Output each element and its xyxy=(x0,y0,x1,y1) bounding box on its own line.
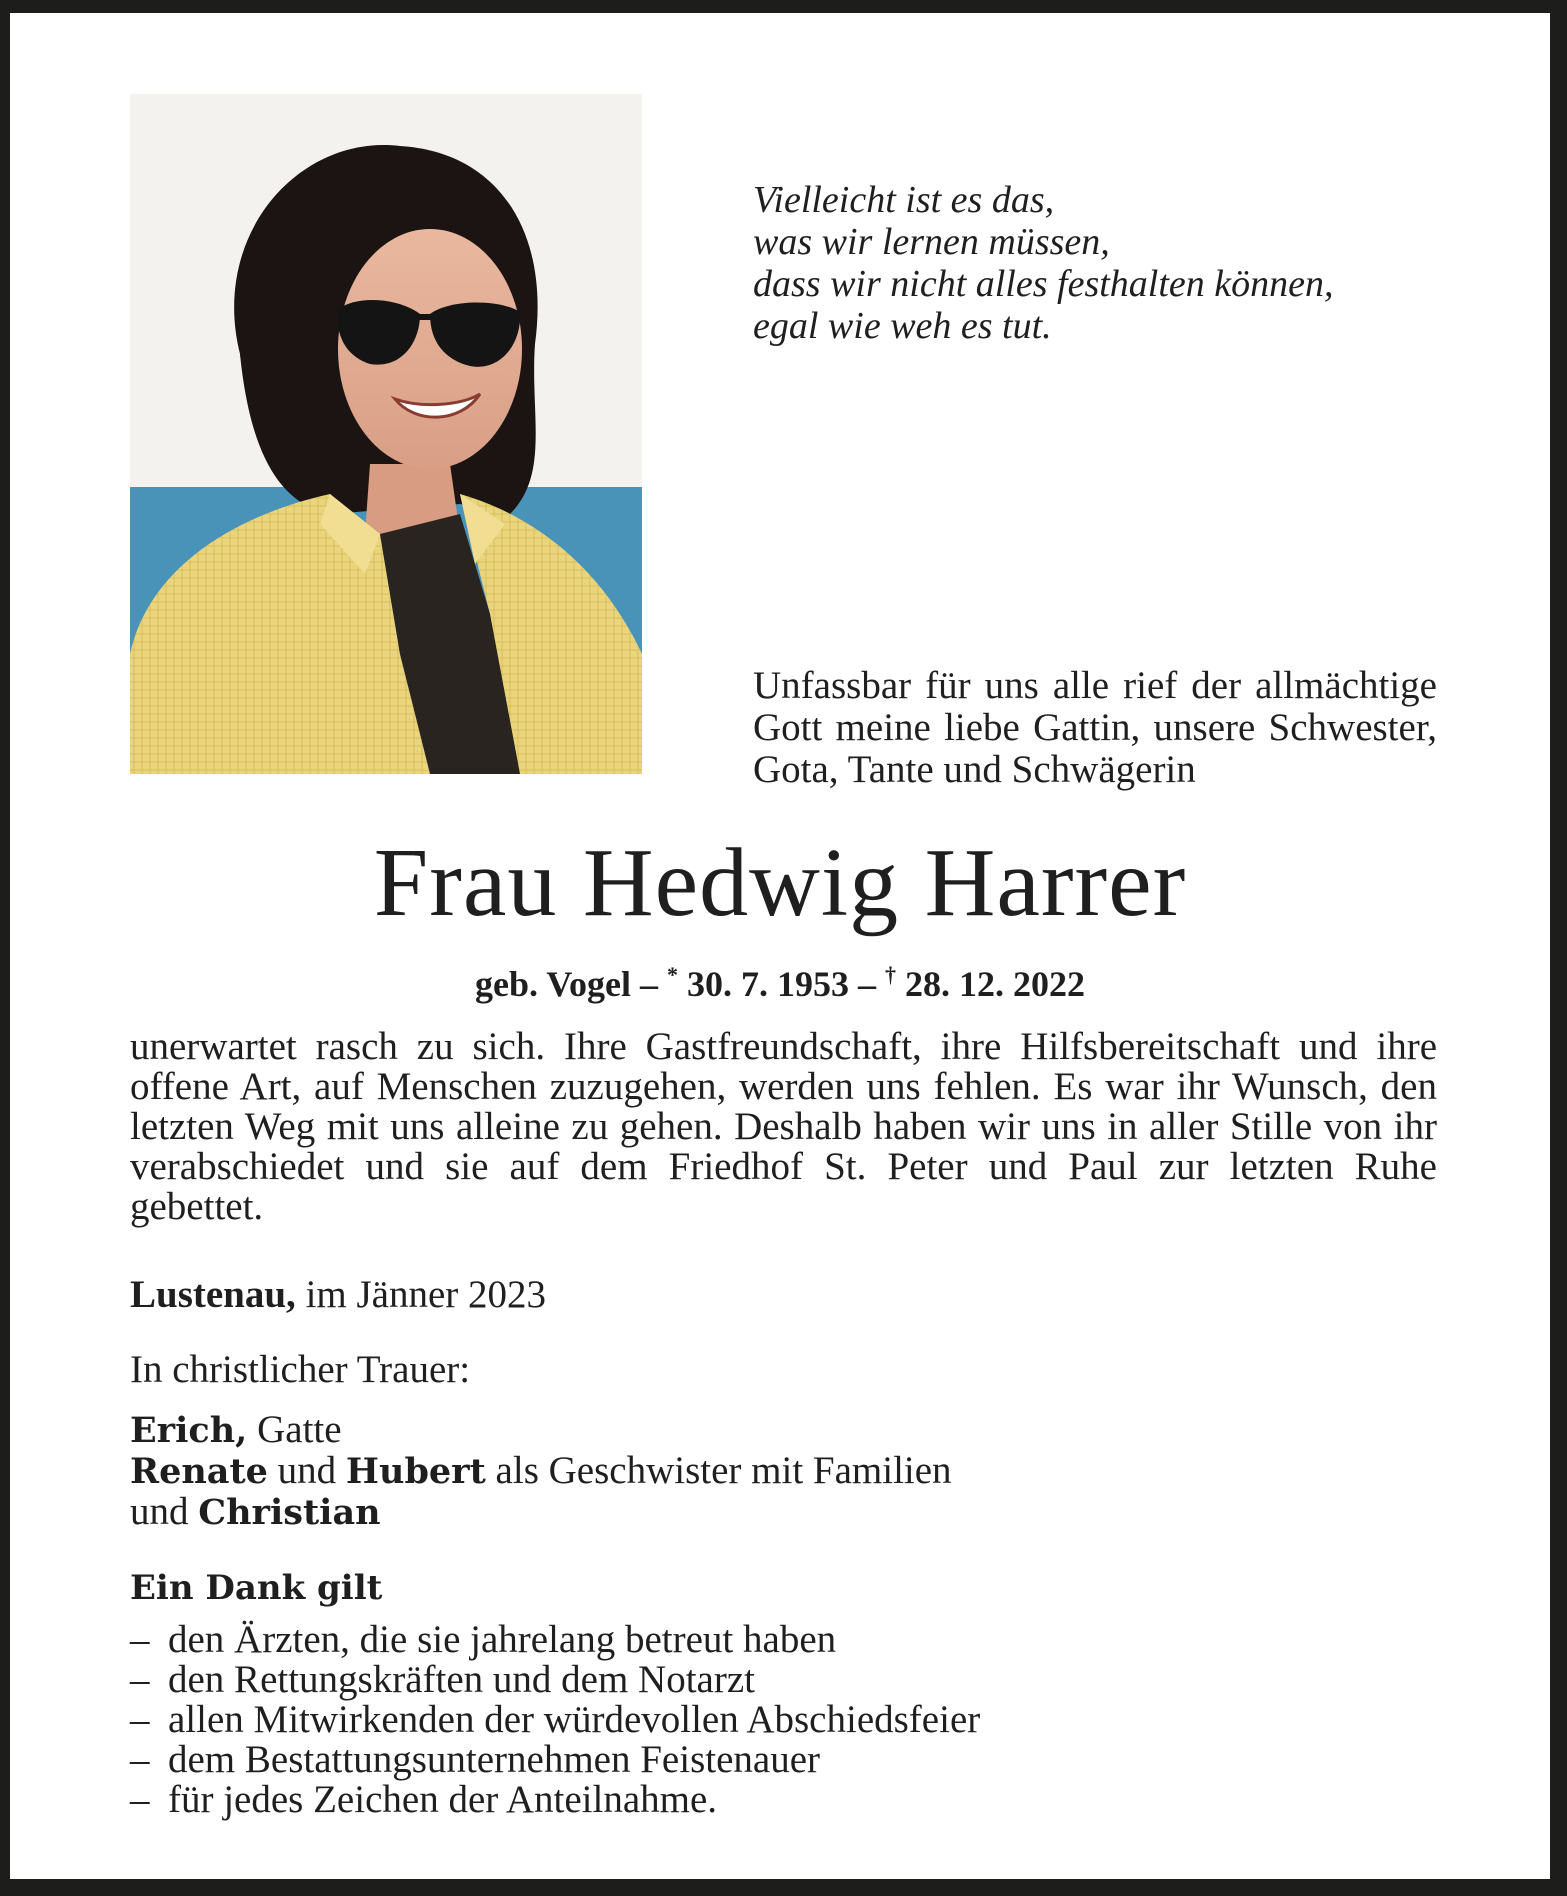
portrait-photo xyxy=(130,94,642,774)
thanks-item-text: den Ärzten, die sie jahrelang betreut haben xyxy=(168,1618,837,1661)
maiden-name: geb. Vogel xyxy=(474,964,632,1004)
mourner-name: Christian xyxy=(198,1492,381,1533)
thanks-list xyxy=(130,1620,980,1820)
dash-bullet: – xyxy=(130,1738,150,1781)
thanks-item-text: allen Mitwirkenden der würdevollen Abschiedsfeier xyxy=(168,1698,981,1741)
place-date: im Jänner 2023 xyxy=(305,1273,547,1316)
announcement-intro: Unfassbar für uns alle rief der allmächtige Gott meine liebe Gattin, unsere Schwester, Gota, Tante und Schwägerin xyxy=(753,664,1437,791)
place-city: Lustenau, xyxy=(130,1273,296,1316)
obituary-body: unerwartet rasch zu sich. Ihre Gastfreundschaft, ihre Hilfsbereitschaft und ihre offene Art, auf Menschen zuzugehen, werden uns fehlen. Es war ihr Wunsch, den letzten Weg mit uns alleine zu gehen. Deshalb haben wir uns in aller Stille von ihr verabschiedet und sie auf dem Friedhof St. Peter und Paul zur letzten Ruhe gebettet. xyxy=(130,1025,1437,1228)
dash-bullet: – xyxy=(130,1618,150,1661)
thanks-item xyxy=(130,1740,980,1780)
thanks-item-text: für jedes Zeichen der Anteilnahme. xyxy=(168,1778,718,1821)
birth-symbol: * xyxy=(667,962,679,987)
mourner-line xyxy=(130,1451,952,1492)
thanks-item xyxy=(130,1660,980,1700)
dash-bullet: – xyxy=(130,1778,150,1821)
thanks-item xyxy=(130,1620,980,1660)
deceased-name: Frau Hedwig Harrer xyxy=(373,829,1187,937)
place-date-line xyxy=(130,1273,546,1317)
mourner-name: Renate xyxy=(130,1451,268,1492)
thanks-heading: Ein Dank gilt xyxy=(130,1568,383,1608)
life-dates xyxy=(10,953,1550,1006)
mourning-intro: In christlicher Trauer: xyxy=(130,1348,471,1391)
dash-bullet: – xyxy=(130,1698,150,1741)
thanks-item-text: den Rettungskräften und dem Notarzt xyxy=(168,1658,755,1701)
thanks-item-text: dem Bestattungsunternehmen Feistenauer xyxy=(168,1738,820,1781)
date-separator: – xyxy=(640,964,659,1004)
death-symbol: † xyxy=(885,962,897,987)
memorial-quote: Vielleicht ist es das, was wir lernen müssen, dass wir nicht alles festhalten können, egal wie weh es tut. xyxy=(753,179,1334,347)
mourner-line xyxy=(130,1410,952,1451)
death-date: 28. 12. 2022 xyxy=(905,964,1086,1004)
mourner-connector: und xyxy=(130,1490,189,1533)
mourner-name: Erich, xyxy=(130,1410,248,1451)
mourners-list xyxy=(130,1410,952,1533)
date-separator: – xyxy=(858,964,877,1004)
mourner-line xyxy=(130,1492,952,1533)
thanks-item xyxy=(130,1700,980,1740)
mourner-relation: als Geschwister mit Familien xyxy=(495,1449,952,1492)
thanks-item xyxy=(130,1780,980,1820)
obituary-card xyxy=(10,13,1550,1879)
mourner-relation: Gatte xyxy=(257,1408,342,1451)
dash-bullet: – xyxy=(130,1658,150,1701)
mourner-name: Hubert xyxy=(345,1451,486,1492)
birth-date: 30. 7. 1953 xyxy=(687,964,850,1004)
mourner-connector: und xyxy=(277,1449,337,1492)
